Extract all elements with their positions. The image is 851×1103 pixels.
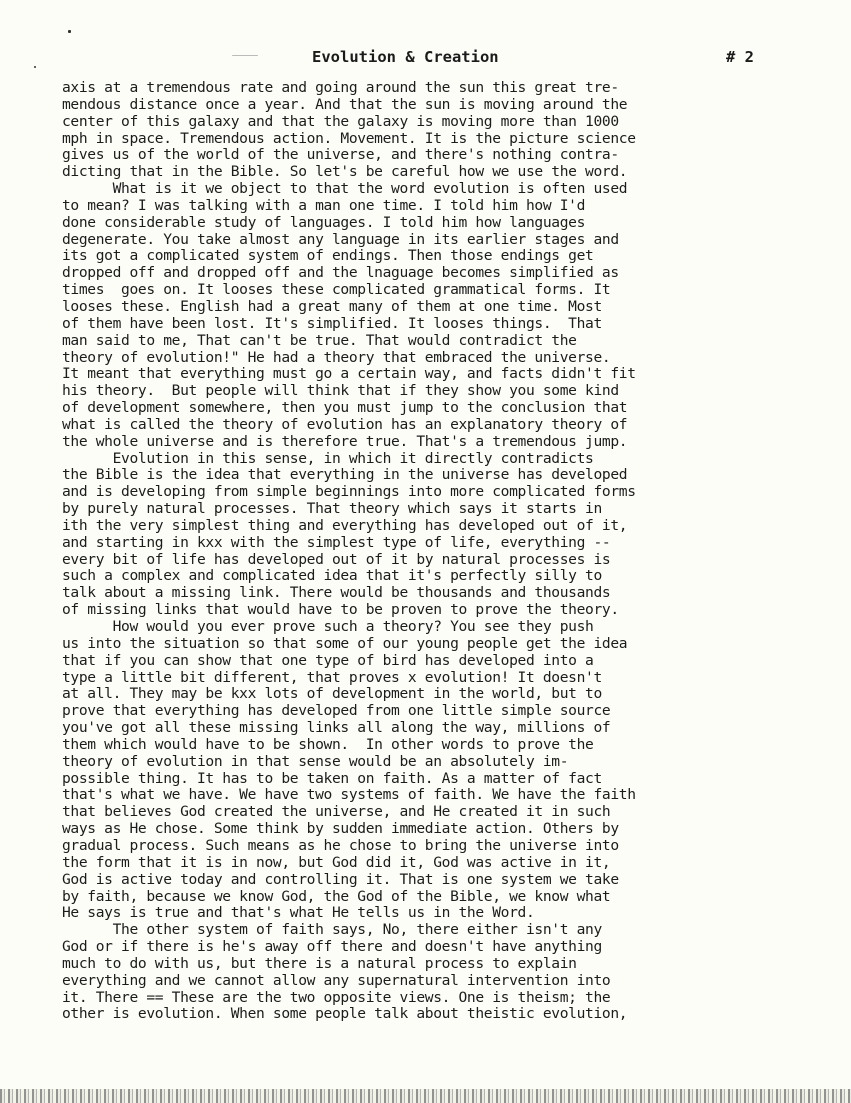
text-line: center of this galaxy and that the galaxy is moving more than 1000: [62, 112, 619, 130]
text-line: How would you ever prove such a theory? You see they push: [62, 618, 594, 635]
text-line: ith the very simplest thing and everything has developed out of it,: [62, 516, 628, 534]
text-line: possible thing. It has to be taken on faith. As a matter of fact: [62, 769, 602, 787]
text-line: by faith, because we know God, the God of the Bible, we know what: [62, 887, 611, 905]
text-line: at all. They may be kxx lots of development in the world, but to: [62, 685, 602, 703]
text-line: it. There == These are the two opposite views. One is theism; the: [62, 988, 611, 1006]
text-line: gives us of the world of the universe, and there's nothing contra-: [62, 146, 619, 164]
text-line: times goes on. It looses these complicated grammatical forms. It: [62, 281, 611, 299]
text-line: theory of evolution!" He had a theory that embraced the universe.: [62, 348, 611, 366]
text-line: What is it we object to that the word evolution is often used: [62, 180, 628, 198]
ink-speck: [68, 30, 71, 33]
ink-speck: [34, 66, 36, 68]
text-line: to mean? I was talking with a man one time. I told him how I'd: [62, 196, 586, 214]
text-line: its got a complicated system of endings. Then those endings get: [62, 247, 594, 265]
text-line: prove that everything has developed from one little simple source: [62, 702, 611, 720]
text-line: degenerate. You take almost any language in its earlier stages and: [62, 230, 619, 248]
text-line: He says is true and that's what He tells us in the Word.: [62, 904, 535, 922]
text-line: of development somewhere, then you must jump to the conclusion that: [62, 399, 628, 417]
text-line: Evolution in this sense, in which it directly contradicts: [62, 449, 594, 467]
page-header: [0, 48, 851, 68]
text-line: looses these. English had a great many of them at one time. Most: [62, 297, 602, 315]
text-line: ways as He chose. Some think by sudden immediate action. Others by: [62, 820, 619, 838]
page-number: # 2: [726, 48, 754, 66]
text-line: God is active today and controlling it. That is one system we take: [62, 870, 619, 888]
text-line: mph in space. Tremendous action. Movement. It is the picture science: [62, 129, 636, 147]
scan-edge: [0, 1089, 851, 1103]
text-line: of missing links that would have to be proven to prove the theory.: [62, 601, 619, 619]
text-line: theory of evolution in that sense would be an absolutely im-: [62, 752, 569, 770]
text-line: God or if there is he's away off there and doesn't have anything: [62, 938, 602, 956]
text-line: that's what we have. We have two systems of faith. We have the faith: [62, 786, 636, 804]
text-line: dicting that in the Bible. So let's be careful how we use the word.: [62, 163, 628, 181]
text-line: that believes God created the universe, and He created it in such: [62, 803, 611, 821]
text-line: us into the situation so that some of our young people get the idea: [62, 634, 628, 652]
text-line: the Bible is the idea that everything in the universe has developed: [62, 466, 628, 484]
text-line: axis at a tremendous rate and going around the sun this great tre-: [62, 79, 619, 96]
text-line: by purely natural processes. That theory which says it starts in: [62, 500, 602, 518]
text-line: the whole universe and is therefore true. That's a tremendous jump.: [62, 432, 628, 450]
text-line: much to do with us, but there is a natural process to explain: [62, 954, 577, 972]
text-line: The other system of faith says, No, there either isn't any: [62, 921, 602, 939]
text-line: gradual process. Such means as he chose to bring the universe into: [62, 836, 619, 854]
document-title: Evolution & Creation: [312, 48, 499, 66]
text-line: and starting in kxx with the simplest type of life, everything --: [62, 533, 611, 551]
text-line: everything and we cannot allow any supernatural intervention into: [62, 971, 611, 989]
text-line: done considerable study of languages. I told him how languages: [62, 213, 586, 231]
text-line: dropped off and dropped off and the lnaguage becomes simplified as: [62, 264, 619, 282]
text-line: type a little bit different, that proves x evolution! It doesn't: [62, 668, 602, 686]
text-line: you've got all these missing links all along the way, millions of: [62, 719, 611, 737]
text-line: and is developing from simple beginnings into more complicated forms: [62, 483, 636, 501]
text-line: mendous distance once a year. And that the sun is moving around the: [62, 95, 628, 113]
document-body: [62, 80, 782, 1023]
ink-speck: [232, 55, 258, 56]
text-line: of them have been lost. It's simplified. It looses things. That: [62, 314, 602, 332]
text-line: talk about a missing link. There would be thousands and thousands: [62, 584, 611, 602]
text-line: man said to me, That can't be true. That would contradict the: [62, 331, 577, 349]
text-line: It meant that everything must go a certain way, and facts didn't fit: [62, 365, 636, 383]
text-line: his theory. But people will think that if they show you some kind: [62, 382, 619, 400]
text-line: that if you can show that one type of bird has developed into a: [62, 651, 594, 669]
text-line: every bit of life has developed out of it by natural processes is: [62, 550, 611, 568]
text-line: them which would have to be shown. In other words to prove the: [62, 735, 594, 753]
text-line: what is called the theory of evolution has an explanatory theory of: [62, 415, 628, 433]
text-line: such a complex and complicated idea that it's perfectly silly to: [62, 567, 602, 585]
text-line: other is evolution. When some people talk about theistic evolution,: [62, 1005, 628, 1023]
text-line: the form that it is in now, but God did it, God was active in it,: [62, 853, 611, 871]
